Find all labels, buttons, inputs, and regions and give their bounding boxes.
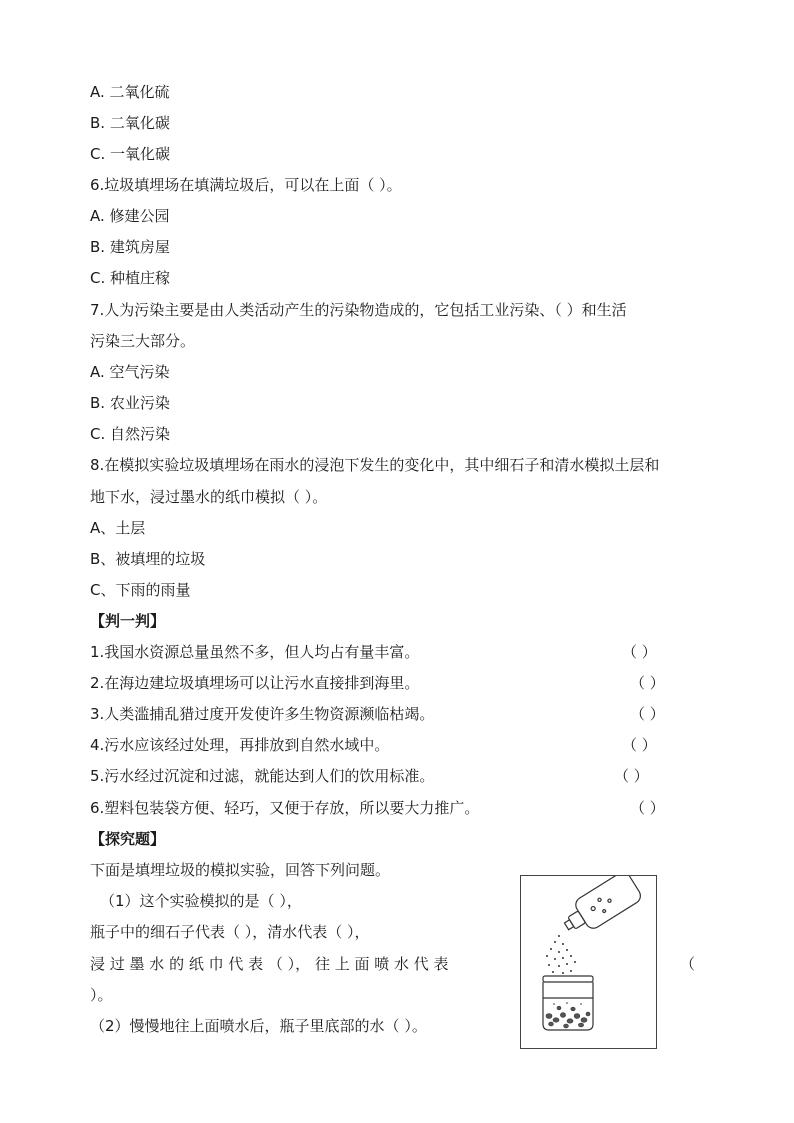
judge-item-4: 4.污水应该经过处理，再排放到自然水域中。 — [90, 736, 390, 754]
experiment-illustration — [520, 875, 657, 1049]
q8-option-a: A、土层 — [90, 519, 146, 537]
q6-option-a: A. 修建公园 — [90, 207, 170, 225]
judge-answer-blank-4[interactable]: （ ） — [622, 736, 657, 754]
explore-q2: （2）慢慢地往上面喷水后，瓶子里底部的水（ ）。 — [90, 1017, 427, 1035]
judge-item-1: 1.我国水资源总量虽然不多，但人均占有量丰富。 — [90, 643, 420, 661]
q7-stem-line1: 7.人为污染主要是由人类活动产生的污染物造成的，它包括工业污染、（ ）和生活 — [90, 301, 627, 319]
judge-item-2: 2.在海边建垃圾填埋场可以让污水直接排到海里。 — [90, 674, 420, 692]
q6-option-c: C. 种植庄稼 — [90, 269, 171, 287]
judge-answer-blank-6[interactable]: （ ） — [630, 799, 665, 817]
q8-option-c: C、下雨的雨量 — [90, 581, 191, 599]
bottle-spraying-jar-drawing — [521, 876, 656, 1048]
judge-answer-blank-3[interactable]: （ ） — [630, 705, 665, 723]
q8-stem-line1: 8.在模拟实验垃圾填埋场在雨水的浸泡下发生的变化中，其中细石子和清水模拟土层和 — [90, 456, 660, 474]
q7-option-c: C. 自然污染 — [90, 425, 171, 443]
q5-option-c: C. 一氧化碳 — [90, 145, 171, 163]
judge-item-6: 6.塑料包装袋方便、轻巧，又便于存放，所以要大力推广。 — [90, 799, 480, 817]
judge-answer-blank-5[interactable]: （ ） — [614, 767, 649, 785]
q5-option-a: A. 二氧化硫 — [90, 83, 170, 101]
judge-heading: 【判一判】 — [90, 612, 166, 630]
q7-option-b: B. 农业污染 — [90, 394, 170, 412]
q7-stem-line2: 污染三大部分。 — [90, 332, 196, 350]
judge-item-5: 5.污水经过沉淀和过滤，就能达到人们的饮用标准。 — [90, 767, 435, 785]
judge-item-3: 3.人类滥捕乱猎过度开发使许多生物资源濒临枯竭。 — [90, 705, 435, 723]
explore-q1-line3-end: （ — [680, 955, 696, 973]
q8-stem-line2: 地下水，浸过墨水的纸巾模拟（ ）。 — [90, 488, 328, 506]
q7-option-a: A. 空气污染 — [90, 363, 170, 381]
explore-intro: 下面是填埋垃圾的模拟实验，回答下列问题。 — [90, 861, 391, 879]
q6-option-b: B. 建筑房屋 — [90, 238, 170, 256]
judge-answer-blank-1[interactable]: （ ） — [622, 643, 657, 661]
explore-q1-line2: 瓶子中的细石子代表（ ），清水代表（ ）， — [90, 923, 370, 941]
q6-stem: 6.垃圾填埋场在填满垃圾后，可以在上面（ ）。 — [90, 176, 402, 194]
judge-answer-blank-2[interactable]: （ ） — [630, 674, 665, 692]
explore-q1-line4: ）。 — [90, 986, 113, 1004]
explore-q1-line1: （1）这个实验模拟的是（ ）， — [100, 892, 302, 910]
q8-option-b: B、被填埋的垃圾 — [90, 550, 206, 568]
explore-heading: 【探究题】 — [90, 830, 166, 848]
q5-option-b: B. 二氧化碳 — [90, 114, 170, 132]
explore-q1-line3: 浸 过 墨 水 的 纸 巾 代 表 （ ）， 往 上 面 喷 水 代 表 — [90, 955, 449, 973]
